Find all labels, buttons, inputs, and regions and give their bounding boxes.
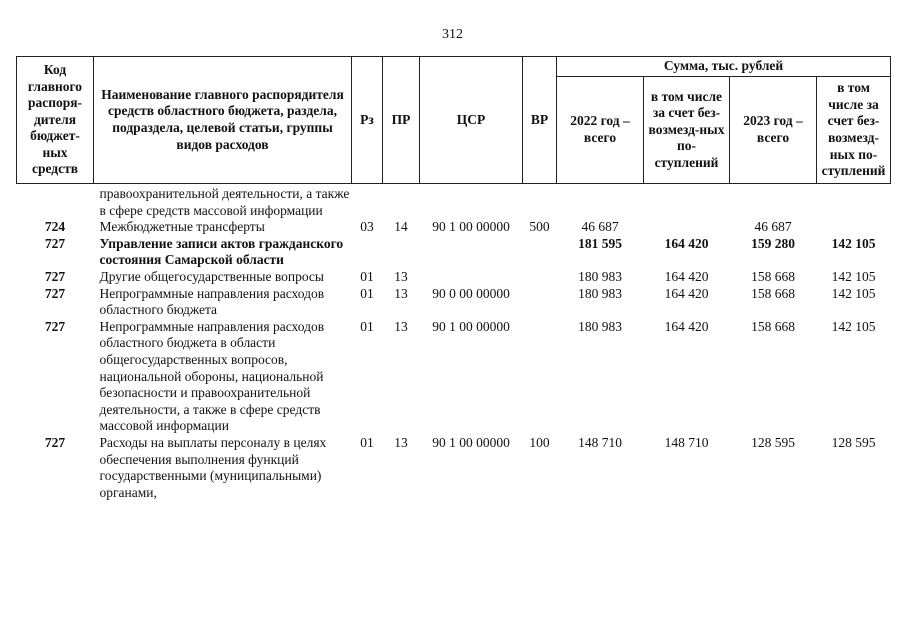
cell-vr: 100 [529, 434, 550, 450]
cell-2023-incl [817, 219, 891, 236]
cell-csr: 90 1 00 00000 [432, 219, 510, 235]
cell-2023-incl: 142 105 [831, 285, 876, 301]
cell-vr [523, 319, 557, 435]
cell-2023-total: 159 280 [751, 235, 795, 251]
cell-code: 727 [44, 318, 66, 334]
cell-rz: 01 [360, 268, 374, 284]
cell-pr [383, 236, 420, 269]
cell-rz [352, 184, 383, 220]
cell-rz [352, 236, 383, 269]
table-row [17, 286, 891, 319]
cell-csr [420, 269, 523, 286]
cell-2022-total: 148 710 [578, 434, 622, 450]
cell-pr: 13 [394, 268, 408, 284]
cell-2023-total: 158 668 [751, 318, 795, 334]
table-row [17, 435, 891, 501]
header-csr: ЦСР [420, 57, 523, 184]
cell-2022-incl: 148 710 [664, 434, 709, 450]
cell-2022-incl: 164 420 [664, 268, 709, 284]
cell-2023-total: 158 668 [751, 268, 795, 284]
cell-2023-total: 128 595 [751, 434, 795, 450]
cell-csr [420, 236, 523, 269]
table-body [17, 184, 891, 502]
cell-pr: 13 [394, 318, 408, 334]
header-vr: ВР [523, 57, 557, 184]
cell-2022-incl: 164 420 [664, 318, 709, 334]
table-row [17, 219, 891, 236]
cell-vr [523, 236, 557, 269]
cell-2022-total: 46 687 [581, 219, 619, 235]
cell-rz: 01 [360, 434, 374, 450]
header-sum: Сумма, тыс. рублей [557, 57, 891, 77]
header-rz: Рз [352, 57, 383, 184]
cell-csr [420, 184, 523, 220]
cell-code: 727 [44, 235, 66, 251]
cell-code: 727 [44, 285, 66, 301]
cell-2023-incl: 142 105 [831, 268, 876, 284]
table-row [17, 184, 891, 220]
cell-code: 727 [44, 434, 66, 450]
cell-2022-total: 180 983 [578, 318, 622, 334]
cell-code: 727 [44, 268, 66, 284]
cell-2022-incl: 164 420 [664, 285, 709, 301]
cell-code [17, 184, 94, 220]
header-2022-total: 2022 год – всего [557, 77, 644, 184]
page-number: 312 [442, 27, 463, 42]
cell-2023-incl [817, 184, 891, 220]
header-pr: ПР [383, 57, 420, 184]
cell-2023-total: 46 687 [754, 219, 792, 235]
cell-2022-total: 181 595 [578, 235, 622, 251]
table-header [17, 57, 891, 184]
cell-vr [523, 184, 557, 220]
table-row [17, 269, 891, 286]
cell-code: 724 [44, 219, 66, 235]
cell-2022-total: 180 983 [578, 268, 622, 284]
cell-2022-incl [644, 184, 730, 220]
cell-2023-incl: 142 105 [831, 235, 876, 251]
cell-pr: 13 [394, 434, 408, 450]
cell-vr: 500 [529, 219, 550, 235]
cell-pr [383, 184, 420, 220]
cell-vr [523, 286, 557, 319]
cell-rz: 01 [360, 318, 374, 334]
cell-name: Расходы на выплаты персоналу в целях обеспечения выполнения функций государственными (муниципальными) органами, [99, 434, 327, 500]
table-row [17, 319, 891, 435]
header-2023-incl: в том числе за счет без-возмезд-ных по-ступлений [817, 77, 891, 184]
cell-pr: 14 [394, 219, 408, 235]
cell-rz: 01 [360, 285, 374, 301]
header-2022-incl: в том числе за счет без-возмезд-ных по-ступлений [644, 77, 730, 184]
cell-2023-total [730, 184, 817, 220]
cell-csr: 90 1 00 00000 [432, 318, 510, 334]
header-name: Наименование главного распорядителя средств областного бюджета, раздела, подраздела, целевой статьи, группы видов расходов [94, 57, 352, 184]
cell-2022-total [557, 184, 644, 220]
cell-name: правоохранительной деятельности, а также в сфере средств массовой информации [99, 186, 350, 218]
cell-2022-incl [644, 219, 730, 236]
cell-2023-incl: 128 595 [831, 434, 876, 450]
cell-2023-total: 158 668 [751, 285, 795, 301]
cell-vr [523, 269, 557, 286]
cell-csr: 90 0 00 00000 [432, 285, 510, 301]
budget-table [16, 56, 891, 501]
cell-pr: 13 [394, 285, 408, 301]
cell-2023-incl: 142 105 [831, 318, 876, 334]
cell-2022-incl: 164 420 [664, 235, 709, 251]
cell-name: Непрограммные направления расходов областного бюджета [99, 285, 325, 318]
cell-name: Межбюджетные трансферты [99, 219, 265, 235]
cell-name: Непрограммные направления расходов областного бюджета в области общегосударственных вопросов, национальной обороны, национальной безопасности и правоохранительной деятельности, а также в сфере средств массовой информации [99, 318, 325, 434]
header-2023-total: 2023 год – всего [730, 77, 817, 184]
table-row [17, 236, 891, 269]
cell-rz: 03 [360, 219, 374, 235]
cell-name: Управление записи актов гражданского состояния Самарской области [99, 235, 344, 268]
cell-2022-total: 180 983 [578, 285, 622, 301]
cell-name: Другие общегосударственные вопросы [99, 268, 324, 284]
header-code: Код главного распоря-дителя бюджет-ных средств [17, 57, 94, 184]
cell-csr: 90 1 00 00000 [432, 434, 510, 450]
